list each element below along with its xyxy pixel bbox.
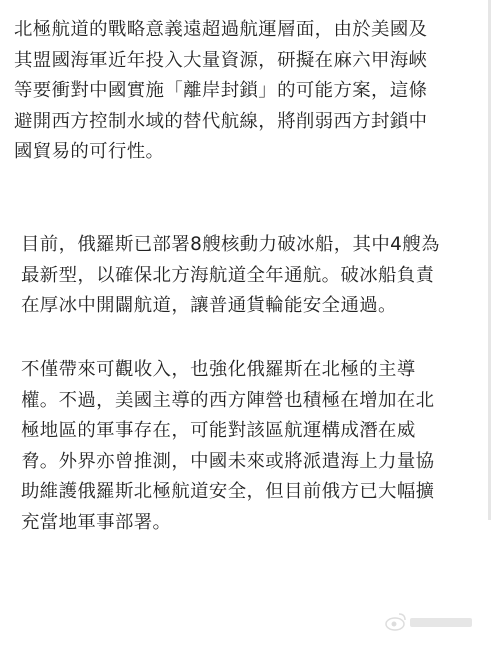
article-paragraph-1: 北極航道的戰略意義遠超過航運層面，由於美國及 其盟國海軍近年投入大量資源，研擬在麻六甲海峽 等要衝對中國實施「離岸封鎖」的可能方案，這條 避開西方控制水域的替代航線，將削弱西方封鎖中 國貿易的可行性。 bbox=[14, 19, 428, 162]
scrollbar[interactable] bbox=[488, 0, 491, 520]
weibo-watermark-icon bbox=[384, 610, 480, 634]
article-paragraph-3: 不僅帶來可觀收入，也強化俄羅斯在北極的主導 權。不過，美國主導的西方陣營也積極在增加在北 極地區的軍事存在，可能對該區航運構成潛在威 脅。外界亦曾推測，中國未來或將派遣海上力量協 助維護俄羅斯北極航道安全，但目前俄方已大幅擴 充當地軍事部署。 bbox=[21, 359, 435, 533]
article-paragraph-2: 目前，俄羅斯已部署8艘核動力破冰船，其中4艘為 最新型，以確保北方海航道全年通航。破冰船負責 在厚冰中開闢航道，讓普通貨輪能安全通過。 bbox=[21, 234, 440, 316]
